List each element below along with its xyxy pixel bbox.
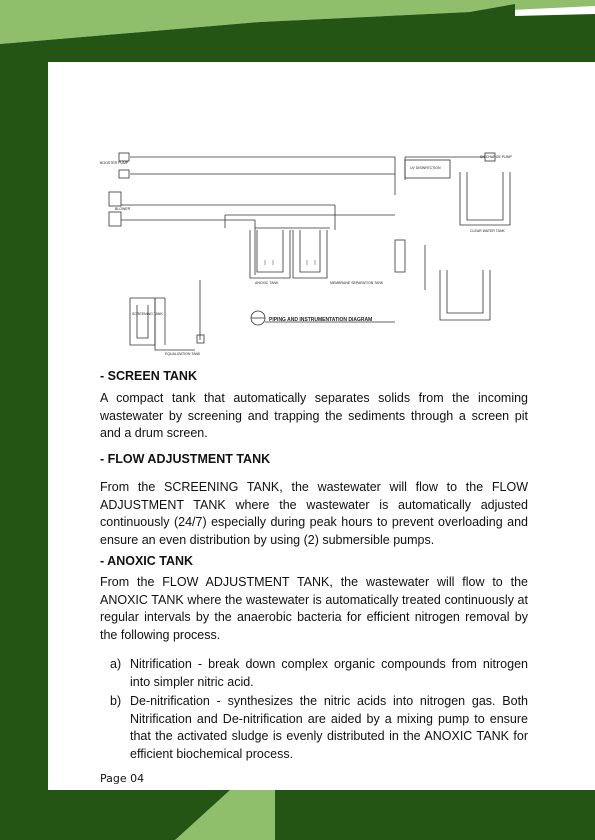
booster-pump-label: BOOSTER PUMP [100, 161, 129, 165]
list-item-text: Nitrification - break down complex organic compounds from nitrogen into simpler nitric acid. [130, 657, 528, 689]
list-marker: a) [110, 657, 122, 671]
screen-tank-text: A compact tank that automatically separates solids from the incoming wastewater by screening and trapping the sediments through a screen pit and a drum screen. [100, 391, 528, 440]
piping-instrumentation-diagram [95, 150, 535, 362]
list-item [110, 693, 528, 763]
blower-label: BLOWER [115, 207, 131, 211]
list-item-text: De-nitrification - synthesizes the nitric acids into nitrogen gas. Both Nitrification and De-nitrification are aided by a mixing pump to ensure that the activated sludge is evenly distributed in the ANOXIC TANK for efficient biochemical process. [130, 694, 528, 761]
clear-water-tank-label: CLEAR WATER TANK [470, 229, 505, 233]
flow-adjustment-heading: - FLOW ADJUSTMENT TANK [100, 452, 271, 466]
list-marker: b) [110, 694, 122, 708]
uv-disinfection-label: UV DISINFECTION [410, 166, 441, 170]
equalization-tank-label: EQUALIZATION TANK [165, 352, 201, 356]
anoxic-tank-text: From the FLOW ADJUSTMENT TANK, the wastewater will flow to the ANOXIC TANK where the wastewater is automatically treated continuously at regular intervals by the anaerobic bacteria for efficient nitrogen removal by the following process. [100, 575, 528, 642]
flow-adjustment-text: From the SCREENING TANK, the wastewater will flow to the FLOW ADJUSTMENT TANK where the wastewater is automatically adjusted continuously (24/7) especially during peak hours to prevent overloading and ensure an even distribution by using (2) submersible pumps. [100, 480, 528, 547]
anoxic-tank-label: ANOXIC TANK [255, 281, 279, 285]
membrane-tank-label: MEMBRANE SEPARATION TANK [330, 281, 384, 285]
page-number: Page 04 [100, 772, 145, 785]
screen-tank-heading: - SCREEN TANK [100, 369, 197, 383]
anoxic-tank-heading: - ANOXIC TANK [100, 554, 194, 568]
list-item [110, 656, 528, 691]
discharge-pump-label: DISCHARGE PUMP [480, 155, 512, 159]
screening-tank-label: SCREENING TANK [132, 312, 163, 316]
diagram-title: PIPING AND INSTRUMENTATION DIAGRAM [269, 317, 373, 323]
process-list [110, 656, 528, 765]
